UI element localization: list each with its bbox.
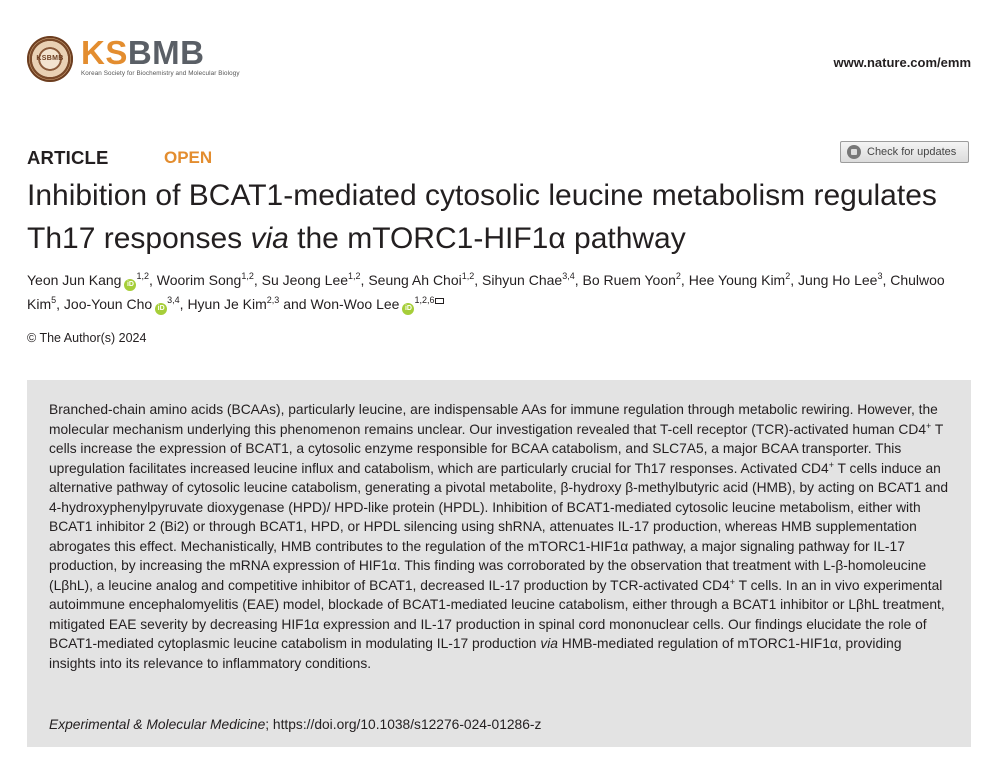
author-affiliation: 5 xyxy=(51,295,57,305)
orcid-icon[interactable]: iD xyxy=(155,303,167,315)
author-name[interactable]: Sihyun Chae xyxy=(482,272,563,288)
author-separator: and xyxy=(279,296,311,312)
author-affiliation: 3 xyxy=(877,271,883,281)
journal-site-link[interactable]: www.nature.com/emm xyxy=(833,55,971,70)
author-affiliation: 2 xyxy=(675,271,681,281)
logo-bmb: BMB xyxy=(127,34,205,71)
logo-ks: KS xyxy=(81,34,128,71)
abstract-text xyxy=(49,400,949,673)
author-name[interactable]: Su Jeong Lee xyxy=(261,272,349,288)
author-name[interactable]: Seung Ah Choi xyxy=(368,272,462,288)
author-affiliation: 2,3 xyxy=(266,295,280,305)
abstract-part: Branched-chain amino acids (BCAAs), particularly leucine, are indispensable AAs for immune regulation through metabolic rewiring. However, the molecular mechanism underlying this phenomenon remains unclear. Our investigation revealed that T-cell receptor (TCR)-activated human CD4 xyxy=(49,402,938,437)
author-separator: , xyxy=(574,272,583,288)
open-access-label: OPEN xyxy=(164,148,213,167)
author-entry xyxy=(27,272,149,288)
author-affiliation: 3,4 xyxy=(562,271,575,281)
abstract-box xyxy=(27,380,971,747)
author-entry xyxy=(310,296,444,312)
author-separator: , xyxy=(360,272,369,288)
author-list xyxy=(27,268,977,316)
superscript-plus: + xyxy=(729,576,736,587)
author-entry xyxy=(368,272,474,288)
author-name[interactable]: Joo-Youn Cho xyxy=(63,296,153,312)
abstract-part: T cells induce an alternative pathway of cytosolic leucine catabolism, generating a pivotal metabolite, β-hydroxy β-methylbutyric acid (HMB), by acting on BCAT1 and 4-hydroxyphenylpyruvate dioxygenase (HPD)/ HPD-like protein (HPDL). Inhibition of BCAT1-mediated cytosolic leucine metabolism, either with BCAT1 inhibitor 2 (Bi2) or through BCAT1, HPD, or HPDL silencing using shRNA, attenuates IL-17 production, whereas HMB supplementation abrogates this effect. Mechanistically, HMB contributes to the regulation of the mTORC1-HIF1α pathway, a major signaling pathway for IL-17 production, by increasing the mRNA expression of HIF1α. This finding was corroborated by the observation that treatment with L-β-homoleucine (LβhL), a leucine analog and competitive inhibitor of BCAT1, decreased IL-17 production by TCR-activated CD4 xyxy=(49,460,949,593)
author-separator: , xyxy=(179,296,188,312)
superscript-plus: + xyxy=(926,420,932,431)
author-entry xyxy=(187,296,279,312)
author-affiliation: 1,2 xyxy=(461,271,475,281)
author-name[interactable]: Hyun Je Kim xyxy=(187,296,267,312)
bookmark-icon xyxy=(847,145,861,159)
author-entry xyxy=(64,296,180,312)
society-seal-logo xyxy=(27,36,73,82)
title-text-1: Inhibition of BCAT1-mediated cytosolic leucine metabolism regulates Th17 responses xyxy=(27,179,937,255)
author-entry xyxy=(798,272,882,288)
author-entry xyxy=(157,272,254,288)
superscript-plus: + xyxy=(828,459,834,470)
abstract-italic: via xyxy=(540,636,558,651)
author-entry xyxy=(482,272,575,288)
orcid-icon[interactable]: iD xyxy=(402,303,414,315)
author-affiliation: 1,2 xyxy=(136,271,149,281)
citation-separator: ; xyxy=(265,717,273,732)
author-separator: , xyxy=(882,272,891,288)
author-affiliation: 1,2 xyxy=(348,271,361,281)
author-separator: , xyxy=(474,272,483,288)
abstract-part: HMB-mediated regulation of mTORC1-HIF1α, providing insights into its relevance to inflammatory conditions. xyxy=(49,636,902,671)
author-separator: , xyxy=(148,272,157,288)
author-separator: , xyxy=(790,272,799,288)
citation-line xyxy=(49,717,541,732)
society-logo-word xyxy=(81,36,240,70)
author-separator: , xyxy=(680,272,689,288)
author-entry xyxy=(262,272,361,288)
author-name[interactable]: Jung Ho Lee xyxy=(798,272,878,288)
author-affiliation: 3,4 xyxy=(167,295,180,305)
check-for-updates-label: Check for updates xyxy=(867,146,957,158)
author-separator: , xyxy=(56,296,64,312)
author-name[interactable]: Chulwoo Kim xyxy=(27,272,945,312)
article-title xyxy=(27,174,977,260)
author-entry xyxy=(583,272,681,288)
check-for-updates-button[interactable] xyxy=(840,141,969,163)
society-subtitle: Korean Society for Biochemistry and Molecular Biology xyxy=(81,70,240,77)
doi-link[interactable]: https://doi.org/10.1038/s12276-024-01286-z xyxy=(272,717,542,732)
orcid-icon[interactable]: iD xyxy=(124,279,136,291)
author-name[interactable]: Woorim Song xyxy=(156,272,242,288)
seal-lettering: KSBMB xyxy=(36,55,64,62)
author-name[interactable]: Yeon Jun Kang xyxy=(27,272,122,288)
title-italic: via xyxy=(250,222,289,255)
article-type-label: ARTICLE xyxy=(27,147,109,168)
author-affiliation: 1,2,6 xyxy=(414,295,435,305)
author-separator: , xyxy=(253,272,262,288)
journal-name: Experimental & Molecular Medicine xyxy=(49,717,266,732)
title-text-2: the mTORC1-HIF1α pathway xyxy=(288,222,686,255)
author-name[interactable]: Hee Young Kim xyxy=(688,272,786,288)
author-affiliation: 1,2 xyxy=(241,271,254,281)
copyright-notice: © The Author(s) 2024 xyxy=(27,331,147,345)
email-icon[interactable] xyxy=(435,298,444,304)
author-name[interactable]: Won-Woo Lee xyxy=(310,296,400,312)
author-entry xyxy=(689,272,791,288)
abstract-part: T cells increase the expression of BCAT1, a cytosolic enzyme responsible for BCAA catabolism, and SLC7A5, a major BCAA transporter. This upregulation facilitates increased leucine influx and catabolism, which are particularly crucial for Th17 responses. Activated CD4 xyxy=(49,421,944,476)
abstract-part: T cells. In an in vivo experimental autoimmune encephalomyelitis (EAE) model, blockade of BCAT1-mediated leucine catabolism, either through a BCAT1 inhibitor or LβhL treatment, mitigated EAE severity by decreasing HIF1α expression and IL-17 production in spinal cord mononuclear cells. Our findings elucidate the role of BCAT1-mediated cytoplasmic leucine catabolism in modulating IL-17 production xyxy=(49,577,945,651)
author-name[interactable]: Bo Ruem Yoon xyxy=(582,272,676,288)
society-brand xyxy=(81,36,240,77)
author-affiliation: 2 xyxy=(785,271,791,281)
